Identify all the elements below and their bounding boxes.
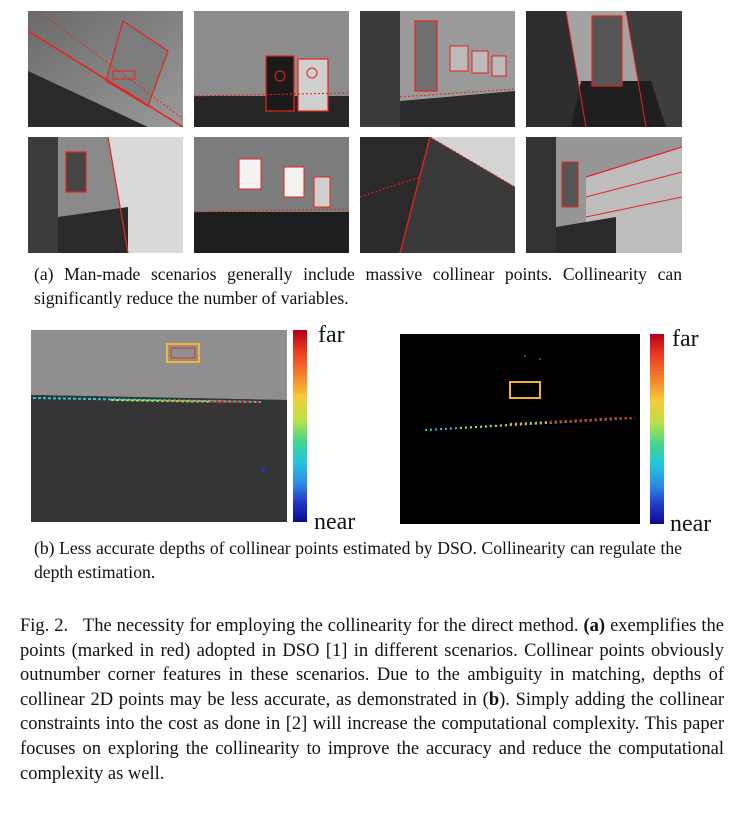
scene-thumbnail-4 [526,11,682,127]
colorbar-left-near-label: near [314,509,356,535]
figure-caption-part3: ). Simply adding the collinear constraints into the cost as done in [2] will increase the computational complexity. This paper focuses on exploring the collinearity to improve the accuracy and reduce the computational complexity as well. [20,689,724,784]
figure-caption-part2: exemplifies the points (marked in red) adopted in DSO [1] in different scenarios. Collinear points obviously outnumber corner features in these scenarios. Due to the ambiguity in matching, depths of collinear 2D points may be less accurate, as demonstrated in ( [20,616,725,710]
scene-thumbnail-2 [194,11,349,127]
colorbar-left-far-label: far [318,322,345,348]
scene-thumbnail-5 [28,137,183,253]
subfigure-b-caption: (b) Less accurate depths of collinear points estimated by DSO. Collinearity can regulate the depth estimation. [34,538,682,582]
scene-thumbnail-7 [360,137,515,253]
scene-thumbnail-3 [360,11,515,127]
subfigure-a-caption: (a) Man-made scenarios generally include massive collinear points. Collinearity can significantly reduce the number of variables. [34,264,682,308]
colorbar-left [293,330,307,522]
scene-thumbnail-6 [194,137,349,253]
depth-image-right [400,334,640,524]
figure-caption [20,614,724,786]
figure-caption-b-ref: b [488,689,500,710]
figure-caption-part1: The necessity for employing the collinearity for the direct method. [82,616,579,636]
depth-image-left [31,330,287,522]
scene-thumbnail-1 [28,11,183,127]
figure-label: Fig. 2. [20,616,69,636]
colorbar-right-near-label: near [670,511,712,537]
figure-caption-a-ref: (a) [583,616,606,636]
colorbar-right [650,334,664,524]
colorbar-right-far-label: far [672,326,699,352]
scene-thumbnail-8 [526,137,682,253]
